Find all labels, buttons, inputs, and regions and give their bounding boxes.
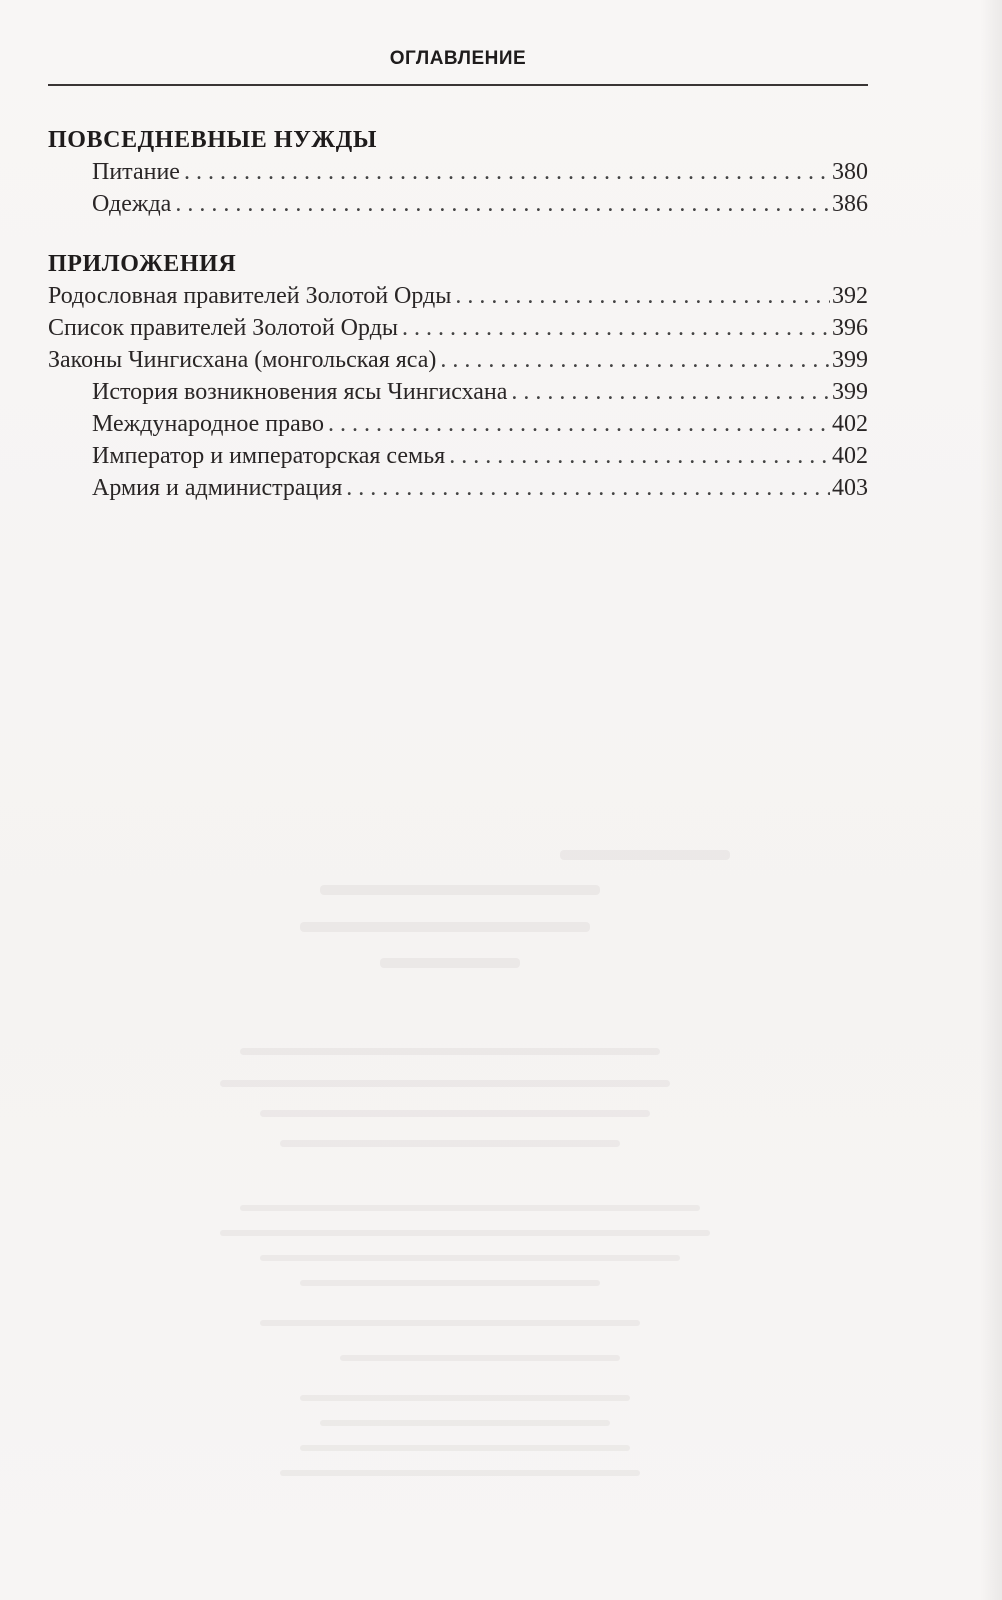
entry-page-number: 399 [832,347,868,373]
entry-label: Питание [92,159,180,185]
dot-leader [346,472,830,504]
dot-leader [511,376,830,408]
toc-section-appendices [48,248,868,504]
dot-leader [184,156,830,188]
entry-label: Армия и администрация [92,475,343,501]
header-divider [48,84,868,86]
toc-entry[interactable] [48,156,868,188]
toc-entry[interactable] [48,408,868,440]
toc-entry[interactable] [48,376,868,408]
entry-label: Император и императорская семья [92,443,446,469]
entry-label: Законы Чингисхана (монгольская яса) [48,347,437,373]
toc-entry[interactable] [48,312,868,344]
entry-page-number: 396 [832,315,868,341]
dot-leader [402,312,830,344]
dot-leader [455,280,830,312]
entry-page-number: 403 [832,475,868,501]
entry-page-number: 399 [832,379,868,405]
entry-page-number: 402 [832,411,868,437]
page-edge-shadow [980,0,1002,1600]
entry-page-number: 402 [832,443,868,469]
toc-entry[interactable] [48,440,868,472]
dot-leader [440,344,830,376]
toc-entry[interactable] [48,280,868,312]
section-title: ПРИЛОЖЕНИЯ [48,251,237,277]
dot-leader [175,188,830,220]
entry-page-number: 380 [832,159,868,185]
toc-entry[interactable] [48,472,868,504]
entry-label: Одежда [92,191,172,217]
toc-entry[interactable] [48,344,868,376]
entry-label: История возникновения ясы Чингисхана [92,379,508,405]
toc-entry[interactable] [48,188,868,220]
entry-page-number: 386 [832,191,868,217]
table-of-contents [48,124,868,532]
entry-label: Родословная правителей Золотой Орды [48,283,452,309]
entry-page-number: 392 [832,283,868,309]
section-title: ПОВСЕДНЕВНЫЕ НУЖДЫ [48,127,378,153]
dot-leader [449,440,830,472]
toc-section-daily-needs [48,124,868,220]
dot-leader [328,408,830,440]
entry-label: Международное право [92,411,324,437]
entry-label: Список правителей Золотой Орды [48,315,399,341]
page-header: ОГЛАВЛЕНИЕ [389,48,527,69]
